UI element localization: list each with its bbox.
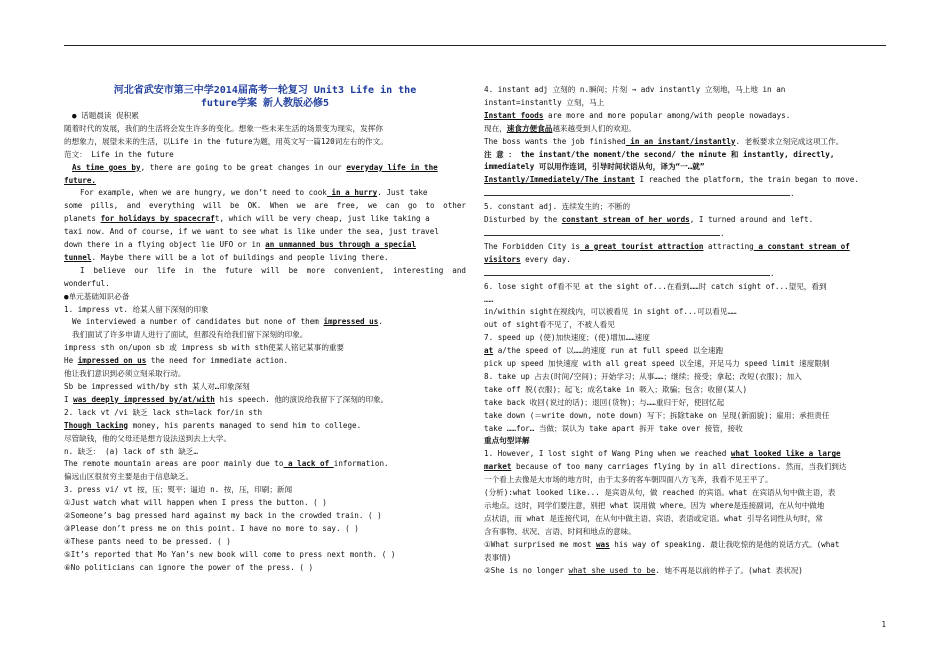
- example-line: visitors every day.: [484, 254, 571, 264]
- usage-line: instant=instantly 立刻，马上: [484, 97, 605, 107]
- vocab-item: 2. lack vt /vi 缺乏 lack sth=lack for/in sth: [64, 407, 263, 417]
- sample-essay-heading: 范文： Life in the future: [64, 149, 174, 159]
- example-line: The Forbidden City is a great tourist attraction attracting a constant stream of: [484, 241, 850, 251]
- usage-line: at a/the speed of 以……的速度 run at full speed 以全速跑: [484, 346, 724, 356]
- translation-line: 一个看上去像是大市场的地方时，由于太多的客车朝四面八方飞奔，我看不见王平了。: [484, 475, 773, 485]
- essay-line: For example, when we are hungry, we don’t need to cook in a hurry. Just take: [80, 188, 428, 198]
- sentence-line: 1. However, I lost sight of Wang Ping when we reached what looked like a large: [484, 449, 841, 459]
- exercise-line: ⑥No politicians can ignore the power of the press. ( ): [64, 562, 314, 572]
- usage-line: ……: [484, 294, 494, 304]
- header-rule: [64, 45, 886, 46]
- vocab-item: 8. take up 占去(时间/空间)；开始学习；从事……；继续；接受；拿起；改短(衣服)；加入: [484, 371, 802, 381]
- example-line: 表事情): [484, 552, 512, 562]
- essay-line: planets for holidays by spacecraft, which will be very cheap, just like taking a: [64, 214, 430, 224]
- page-number: 1: [881, 620, 886, 629]
- vocab-item: 1. impress vt. 给某人留下深刻的印象: [64, 304, 209, 314]
- usage-line: in/within sight在视线内，可以被看见 in sight of...可以看见……: [484, 307, 737, 317]
- doc-title-line2: future学案 新人教版必修5: [200, 98, 330, 109]
- analysis-line: 示地点。这时，同学们要注意，别把 what 误用做 where。因为 where是连接副词，在从句中做地: [484, 501, 825, 510]
- usage-line: n. 缺乏： (a) lack of sth 缺乏…: [64, 446, 198, 456]
- analysis-line: 含有事物、状况、言语、时间和地点的意味。: [484, 526, 636, 536]
- usage-line: Sb be impressed with/by sth 某人对…印象深刻: [64, 382, 250, 391]
- answer-blank: .: [484, 267, 886, 281]
- example-line: Disturbed by the constant stream of her words, I turned around and left.: [484, 215, 814, 225]
- usage-line: take off 脱(衣服)；起飞；成名take in 吸入；欺骗；包含；收留(某人): [484, 384, 748, 394]
- translation-line: 他让我们意识到必须立刻采取行动。: [64, 369, 186, 379]
- example-line: The boss wants the job finished in an instant/instantly. 老板要求立刻完成这项工作。: [484, 136, 844, 146]
- vocab-item: 6. lose sight of看不见 at the sight of...在看到……时 catch sight of...望见，看到: [484, 281, 827, 291]
- usage-line: take back 收回(说过的话)；退回(货物)；与……重归于好，使回忆起: [484, 397, 725, 407]
- usage-line: impress sth on/upon sb 或 impress sb with sth使某人铭记某事的重要: [64, 343, 345, 353]
- essay-line: future.: [64, 175, 97, 185]
- left-column: [64, 84, 466, 575]
- exercise-line: ②Someone’s bag pressed hard against my back in the crowded train. ( ): [64, 511, 382, 521]
- example-line: I was deeply impressed by/at/with his speech. 他的演说给我留下了深刻的印象。: [64, 394, 389, 404]
- essay-line: wonderful.: [64, 278, 110, 288]
- translation-line: 我们面试了许多申请人进行了面试，但都没有给我们留下深刻的印象。: [72, 330, 308, 340]
- translation-line: 偏远山区很贫穷主要是由于信息缺乏。: [64, 472, 194, 482]
- analysis-line: (分析):what looked like... 是宾语从句，做 reached 的宾语。what 在宾语从句中做主语，表: [484, 488, 836, 498]
- vocab-item: 7. speed up (使)加快速度；(使)增加……速度: [484, 333, 650, 343]
- translation-line: 现在，速食方便食品越来越受到人们的欢迎。: [484, 123, 636, 133]
- doc-title-line1: 河北省武安市第三中学2014届高考一轮复习 Unit3 Life in the: [113, 85, 417, 96]
- example-line: Instant foods are more and more popular among/with people nowadays.: [484, 110, 791, 120]
- example-line: ①What surprised me most was his way of speaking. 最让我吃惊的是他的说话方式。(what: [484, 539, 840, 549]
- exercise-line: ①Just watch what will happen when I press the button. ( ): [64, 498, 327, 508]
- usage-line: pick up speed 加快速度 with all great speed 以全速，开足马力 speed limit 速度限制: [484, 359, 830, 369]
- note-line: 注 意 ： the instant/the moment/the second/ the minute 和 instantly, directly,: [484, 149, 835, 159]
- essay-line: tunnel. Maybe there will be a lot of buildings and people living there.: [64, 252, 389, 262]
- vocab-item: 5. constant adj. 连续发生的；不断的: [484, 202, 631, 212]
- intro-text: 随着时代的发展，我们的生活将会发生许多的变化。想象一些未来生活的场景变为现实，发挥你: [64, 123, 383, 133]
- intro-text: 的想象力，展望未来的生活，以Life in the future为题，用英文写一篇120词左右的作文。: [64, 136, 388, 146]
- section-heading-reading: ● 话题晨读 促积累: [72, 111, 139, 120]
- section-heading-unit: ●单元基础知识必备: [64, 291, 130, 301]
- exercise-line: ④These pants need to be pressed. ( ): [64, 536, 231, 546]
- note-line: immediately 可以用作连词，引导时间状语从句，译为“一…就”: [484, 162, 705, 172]
- example-line: ②She is no longer what she used to be. 她不再是以前的样子了。(what 表状况): [484, 565, 803, 575]
- usage-line: take down (＝write down, note down) 写下；拆除take on 呈现(新面貌)；雇用；承担责任: [484, 410, 830, 420]
- example-line: Instantly/Immediately/The instant I reached the platform, the train began to move.: [484, 175, 859, 185]
- answer-blank: .: [484, 187, 886, 201]
- essay-line: I believe our life in the future will be more convenient, interesting and: [80, 265, 466, 275]
- example-line: We interviewed a number of candidates but none of them impressed us.: [72, 317, 383, 327]
- exercise-line: ③Please don’t press me on this point. I have no more to say. ( ): [64, 523, 359, 533]
- translation-line: 尽管缺钱，他的父母还是想方设法送到去上大学。: [64, 433, 232, 443]
- vocab-item: 4. instant adj 立刻的 n.瞬间；片刻 → adv instantly 立刻地，马上地 in an: [484, 85, 786, 94]
- usage-line: take ……for… 当做；误认为 take apart 拆开 take over 接管，接收: [484, 423, 743, 433]
- usage-line: out of sight看不见了，不被人看见: [484, 320, 615, 330]
- sentence-line: market because of too many carriages flying by in all directions. 然而，当我们到达: [484, 462, 847, 472]
- exercise-line: ⑤It’s reported that Mo Yan’s new book will come to press next month. ( ): [64, 549, 396, 559]
- example-line: He impressed on us the need for immediate action.: [64, 356, 289, 366]
- section-heading-sentences: 重点句型详解: [484, 436, 530, 446]
- essay-line: some pills, and everything will be OK. When we are free, we can go to other: [64, 201, 466, 211]
- vocab-item: 3. press vi/ vt 按，压；熨平；逼迫 n. 按，压，印刷；新闻: [64, 485, 293, 495]
- essay-line: As time goes by, there are going to be great changes in our everyday life in the: [72, 162, 438, 172]
- essay-line: taxi now. And of course, if we want to see what is like under the sea, just travel: [64, 227, 439, 237]
- analysis-line: 点状语，而 what 是连接代词，在从句中做主语、宾语、表语或定语。what 引导名词性从句时，常: [484, 513, 823, 523]
- answer-blank: .: [484, 227, 886, 241]
- right-column: [484, 84, 886, 577]
- example-line: Though lacking money, his parents managed to send him to college.: [64, 420, 362, 430]
- example-line: The remote mountain areas are poor mainly due to a lack of information.: [64, 459, 389, 469]
- essay-line: down there in a flying object lie UFO or in an unmanned bus through a special: [64, 240, 417, 250]
